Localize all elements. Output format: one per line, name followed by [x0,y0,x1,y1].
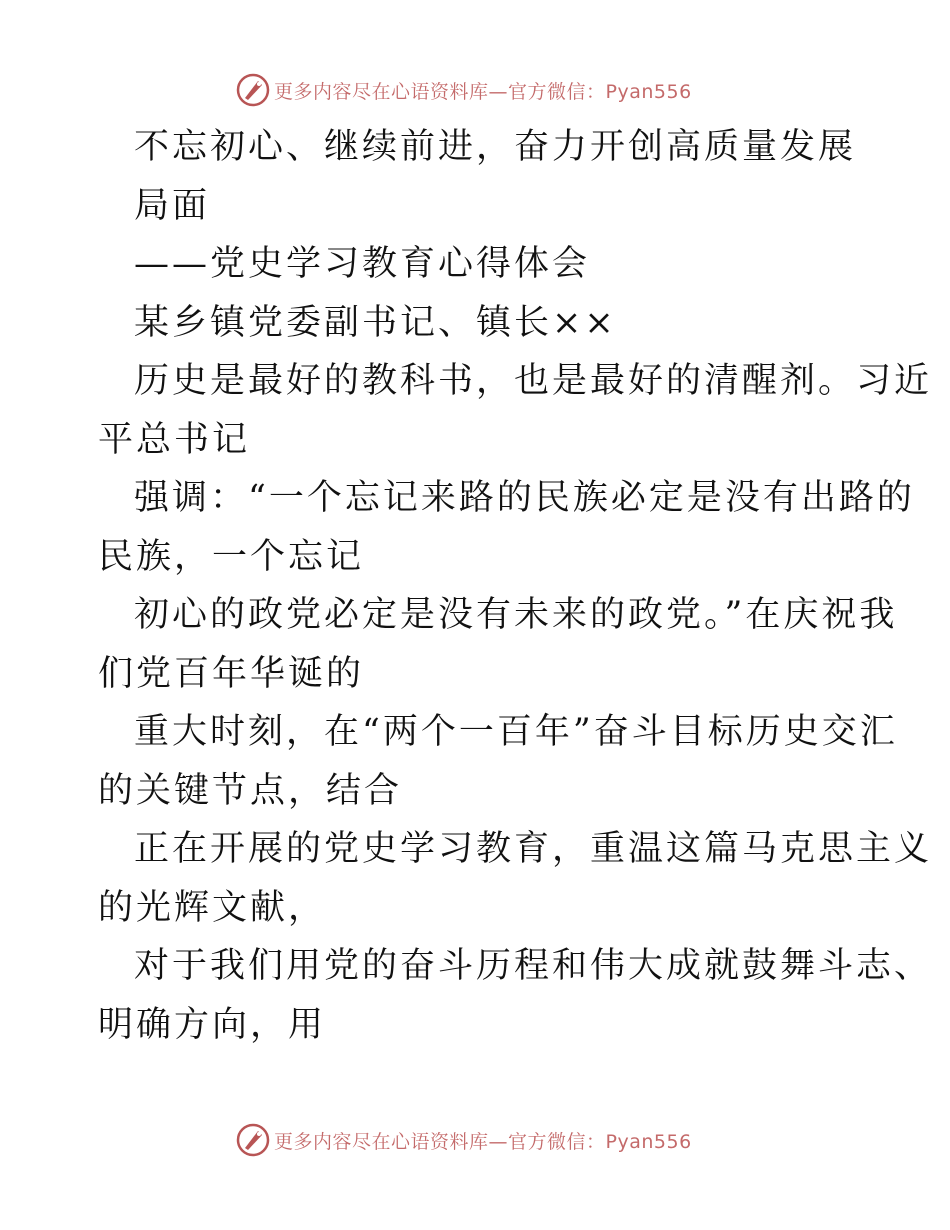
paragraph-line: 明确方向，用 [98,1005,327,1045]
header-watermark [236,72,716,108]
document-subtitle: ——党史学习教育心得体会 [134,244,591,284]
footer-watermark [236,1122,716,1158]
document-author: 某乡镇党委副书记、镇长×× [134,303,617,343]
document-title: 不忘初心、继续前进，奋力开创高质量发展 [134,127,857,167]
paragraph-line: 初心的政党必定是没有未来的政党。”在庆祝我 [134,595,898,635]
watermark-text: 更多内容尽在心语资料库—官方微信：Pyan556 [274,1130,692,1153]
paragraph-line: 正在开展的党史学习教育，重温这篇马克思主义 [134,829,933,869]
paragraph-line: 民族，一个忘记 [98,537,365,577]
pen-nib-logo-icon [236,1123,270,1157]
paragraph-line: 平总书记 [98,420,251,460]
paragraph-line: 历史是最好的教科书，也是最好的清醒剂。习近 [134,361,933,401]
paragraph-line: 对于我们用党的奋斗历程和伟大成就鼓舞斗志、 [134,946,933,986]
paragraph-line: 的关键节点，结合 [98,771,403,811]
watermark-text: 更多内容尽在心语资料库—官方微信：Pyan556 [274,80,692,103]
document-title-continued: 局面 [134,186,211,226]
paragraph-line: 们党百年华诞的 [98,654,365,694]
paragraph-line: 强调：“一个忘记来路的民族必定是没有出路的 [134,478,915,518]
paragraph-line: 重大时刻，在“两个一百年”奋斗目标历史交汇 [134,712,898,752]
paragraph-line: 的光辉文献， [98,888,327,928]
pen-nib-logo-icon [236,73,270,107]
